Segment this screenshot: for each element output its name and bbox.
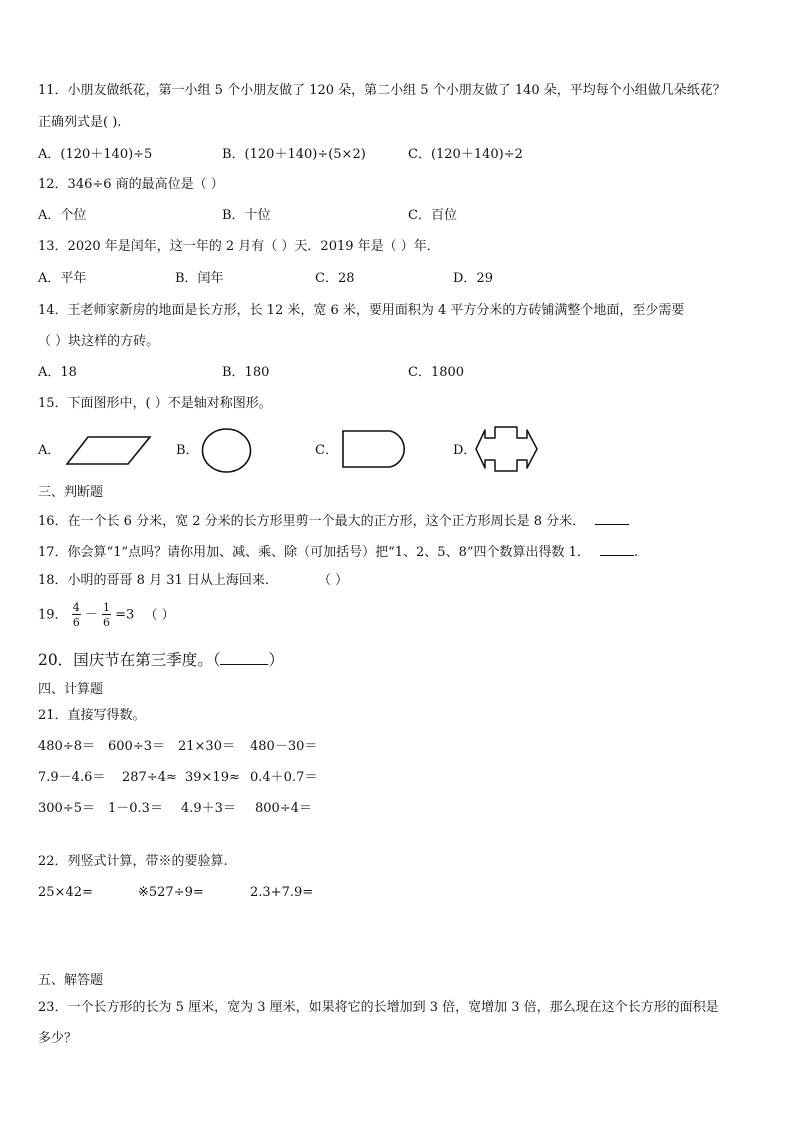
q15-stem: 15．下面图形中，( ）不是轴对称图形。: [38, 396, 272, 411]
parallelogram-shape: [66, 436, 152, 466]
q14-option-a: A．18: [38, 365, 77, 380]
q21-r1-c4: 480－30＝: [250, 739, 318, 754]
q21-r2-c1: 7.9－4.6＝: [38, 770, 106, 785]
q22-item-2: ※527÷9=: [138, 885, 204, 900]
q14-option-c: C．1800: [408, 365, 465, 380]
circle-shape: [201, 428, 253, 474]
q20-close-paren: ）: [268, 651, 284, 669]
q19-label: 19．: [38, 607, 68, 623]
round-ended-rectangle-shape: [342, 430, 410, 468]
q11-option-b: B．(120＋140)÷(5×2): [222, 147, 366, 162]
q21-r3-c3: 4.9＋3＝: [181, 801, 236, 816]
section5-title: 五、解答题: [38, 973, 104, 988]
q21-stem: 21．直接写得数。: [38, 708, 146, 723]
q20-text: 20．国庆节在第三季度。（: [38, 651, 221, 669]
fraction-denominator: 6: [102, 616, 110, 629]
q12-option-c: C．百位: [408, 208, 457, 223]
q13-option-b: B．闰年: [175, 271, 224, 286]
q13-stem: 13．2020 年是闰年，这一年的 2 月有（ ）天．2019 年是（ ）年．: [38, 239, 440, 254]
fraction-4-6: [72, 602, 81, 628]
q15-label-a: A．: [38, 443, 61, 458]
q17-answer-blank[interactable]: [600, 543, 634, 556]
q21-r1-c3: 21×30＝: [178, 739, 235, 754]
q11-line2: 正确列式是( ).: [38, 115, 122, 130]
q21-r2-c4: 0.4＋0.7＝: [250, 770, 318, 785]
double-arrow-cross-shape: [475, 426, 539, 472]
q21-r1-c2: 600÷3＝: [108, 739, 165, 754]
q18-answer-paren[interactable]: （ ）: [318, 573, 349, 588]
q15-label-d: D．: [453, 443, 477, 458]
q16-text: 16．在一个长 6 分米，宽 2 分米的长方形里剪一个最大的正方形，这个正方形周长是 8 分米．: [38, 514, 586, 529]
q15-label-c: C．: [315, 443, 338, 458]
section3-title: 三、判断题: [38, 485, 104, 500]
q14-line1: 14．王老师家新房的地面是长方形，长 12 米，宽 6 米，要用面积为 4 平方分米的方砖铺满整个地面，至少需要: [38, 303, 685, 318]
q17: 17．你会算“1”点吗？请你用加、减、乘、除（可加括号）把“1、2、5、8”四个数算出得数 1． .: [38, 545, 639, 560]
q21-r3-c1: 300÷5＝: [38, 801, 95, 816]
section4-title: 四、计算题: [38, 682, 104, 697]
q11-line1: 11．小朋友做纸花，第一小组 5 个小朋友做了 120 朵，第二小组 5 个小朋友做了 140 朵，平均每个小组做几朵纸花？: [38, 83, 726, 98]
q22-item-1: 25×42=: [38, 885, 93, 900]
q19-minus: －: [84, 607, 98, 623]
fraction-numerator: 1: [102, 601, 110, 614]
q18-text: 18．小明的哥哥 8 月 31 日从上海回来．: [38, 573, 278, 588]
q23-line2: 多少？: [38, 1031, 78, 1046]
q20-answer-blank[interactable]: [220, 650, 268, 665]
q19: [38, 602, 175, 628]
fraction-numerator: 4: [72, 601, 80, 614]
q19-result: =3: [115, 607, 135, 623]
q14-line2: （ ）块这样的方砖。: [38, 334, 160, 349]
fraction-1-6: [102, 602, 111, 628]
fraction-denominator: 6: [72, 616, 80, 629]
q13-option-c: C．28: [315, 271, 355, 286]
q21-r1-c1: 480÷8＝: [38, 739, 95, 754]
q14-option-b: B．180: [222, 365, 270, 380]
q16-answer-blank[interactable]: [595, 512, 629, 525]
q21-r2-c2: 287÷4≈: [122, 770, 177, 785]
q21-r2-c3: 39×19≈: [185, 770, 240, 785]
q21-r3-c2: 1－0.3＝: [108, 801, 163, 816]
q20: [38, 650, 284, 669]
q17-text: 17．你会算“1”点吗？请你用加、减、乘、除（可加括号）把“1、2、5、8”四个数算出得数 1．: [38, 545, 590, 560]
q13-option-d: D．29: [453, 271, 493, 286]
q19-answer-paren[interactable]: （ ）: [144, 607, 175, 623]
q12-stem: 12．346÷6 商的最高位是（ ）: [38, 177, 224, 192]
q16: [38, 512, 629, 528]
q15-label-b: B．: [176, 443, 199, 458]
q12-option-b: B．十位: [222, 208, 271, 223]
q11-option-a: A．(120＋140)÷5: [38, 147, 153, 162]
q21-r3-c4: 800÷4＝: [255, 801, 312, 816]
q22-stem: 22．列竖式计算，带※的要验算.: [38, 854, 228, 869]
q22-item-3: 2.3+7.9=: [250, 885, 314, 900]
q11-option-c: C．(120＋140)÷2: [408, 147, 523, 162]
q23-line1: 23．一个长方形的长为 5 厘米，宽为 3 厘米，如果将它的长增加到 3 倍，宽增加 3 倍，那么现在这个长方形的面积是: [38, 1000, 719, 1015]
q18: [38, 574, 278, 587]
q12-option-a: A．个位: [38, 208, 87, 223]
q13-option-a: A．平年: [38, 271, 87, 286]
